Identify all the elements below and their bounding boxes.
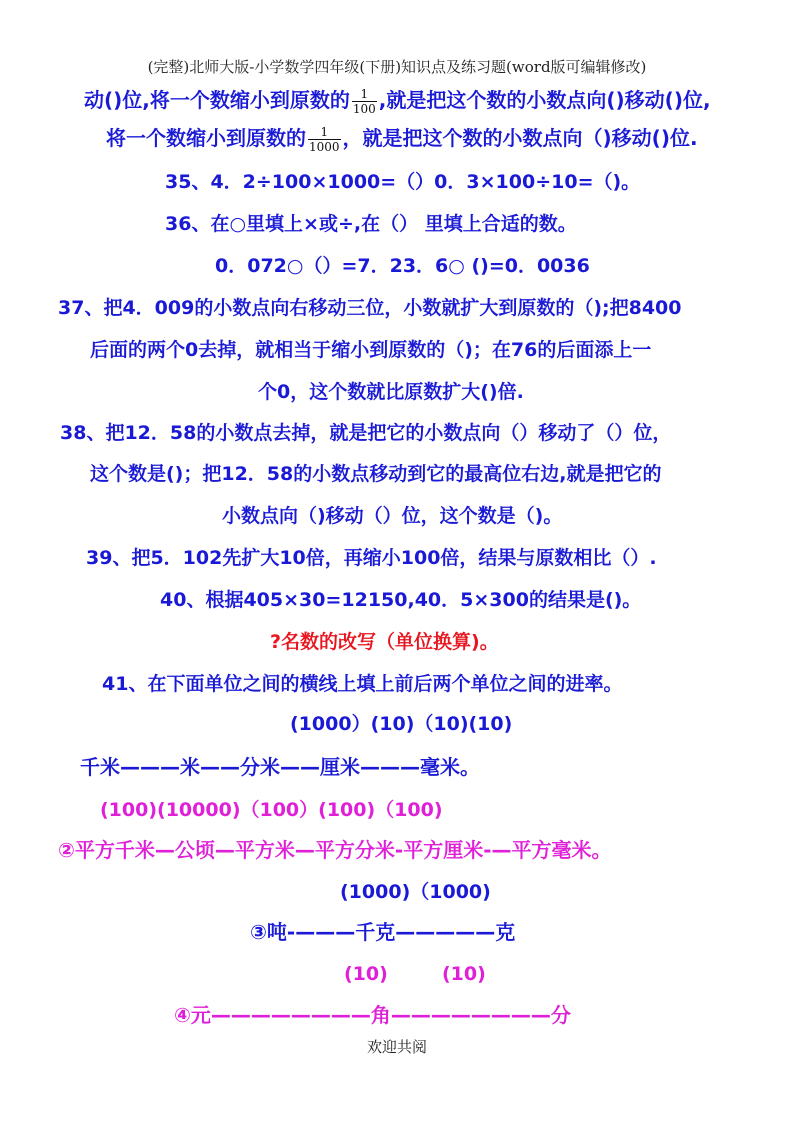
line-q34-part2	[106, 122, 698, 154]
length-units: 千米———米——分米——厘米———毫米。	[80, 755, 480, 779]
section-heading-unit-conversion: ?名数的改写（单位换算)。	[270, 631, 499, 653]
question-36-equations: 0．072○（）=7．23．6○ ()=0．0036	[215, 255, 590, 277]
fraction-denominator: 100	[352, 102, 376, 116]
mass-units: ③吨-———千克—————克	[250, 920, 516, 944]
q34-text-b: ,就是把这个数的小数点向()移动()位,	[378, 88, 711, 112]
fraction-1-100	[352, 87, 377, 116]
question-39: 39、把5．102先扩大10倍，再缩小100倍，结果与原数相比（）.	[86, 547, 657, 569]
money-rate-2: (10)	[442, 963, 486, 985]
fraction-numerator: 1	[320, 125, 329, 139]
q34-text-a: 动()位,将一个数缩小到原数的	[84, 88, 350, 112]
question-36: 36、在○里填上×或÷,在（） 里填上合适的数。	[165, 213, 577, 235]
area-units: ②平方千米—公顷—平方米—平方分米-平方厘米-—平方毫米。	[58, 838, 612, 862]
question-41: 41、在下面单位之间的横线上填上前后两个单位之间的进率。	[102, 673, 623, 695]
fraction-numerator: 1	[360, 87, 369, 101]
area-rates: (100)(10000)（100）(100)（100)	[100, 799, 443, 821]
money-units: ④元————————角————————分	[174, 1003, 571, 1027]
question-38-line2: 这个数是()；把12．58的小数点移动到它的最高位右边,就是把它的	[90, 463, 662, 485]
line-q34-part1	[84, 84, 711, 116]
q34-text-c: 将一个数缩小到原数的	[106, 126, 306, 150]
fraction-denominator: 1000	[309, 140, 340, 154]
question-35: 35、4．2÷100×1000=（）0．3×100÷10=（)。	[165, 171, 641, 193]
question-37-line1: 37、把4．009的小数点向右移动三位，小数就扩大到原数的（);把8400	[58, 297, 682, 319]
fraction-1-1000	[308, 125, 341, 154]
page-footer: 欢迎共阅	[366, 1038, 427, 1056]
length-rates: (1000）(10)（10)(10)	[290, 713, 513, 735]
money-rate-1: (10)	[344, 963, 388, 985]
page-header: (完整)北师大版-小学数学四年级(下册)知识点及练习题(word版可编辑修改)	[147, 58, 647, 76]
question-37-line2: 后面的两个0去掉，就相当于缩小到原数的（)；在76的后面添上一	[90, 339, 652, 361]
q34-text-d: ，就是把这个数的小数点向（)移动()位.	[342, 126, 698, 150]
question-40: 40、根据405×30=12150,40．5×300的结果是()。	[160, 589, 642, 611]
question-38-line3: 小数点向（)移动（）位，这个数是（)。	[222, 505, 563, 527]
mass-rates: (1000)（1000)	[340, 881, 491, 903]
question-38-line1: 38、把12．58的小数点去掉，就是把它的小数点向（）移动了（）位，	[60, 422, 672, 444]
question-37-line3: 个0，这个数就比原数扩大()倍.	[258, 381, 524, 403]
